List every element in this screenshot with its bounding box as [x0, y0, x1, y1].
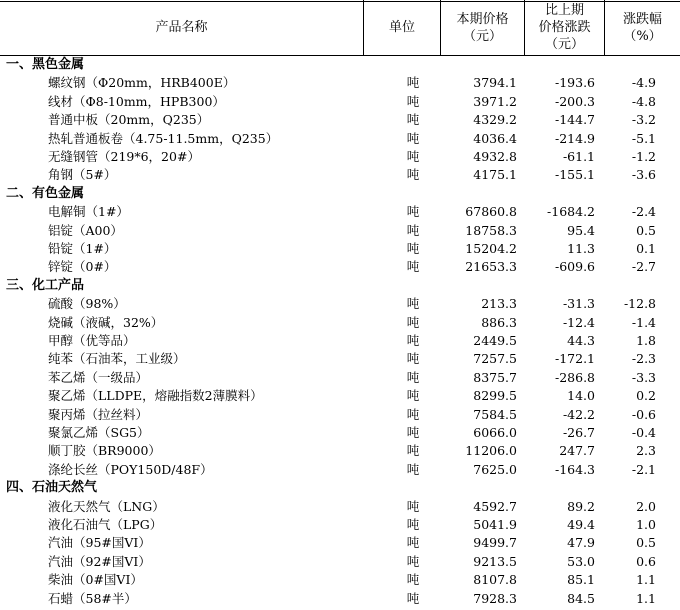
header-change-percent-unit: （%）: [623, 28, 662, 44]
product-name: 涤纶长丝（POY150D/48F）: [48, 461, 213, 477]
product-name: 硫酸（98%）: [48, 296, 126, 312]
table-row: [0, 424, 680, 442]
table-row: [0, 148, 680, 166]
percent-cell: 0.2: [636, 388, 656, 404]
header-current-price-unit: （元）: [462, 28, 502, 44]
change-cell: -193.6: [554, 75, 595, 91]
unit-cell: 吨: [406, 314, 420, 330]
price-cell: 9499.7: [473, 535, 517, 551]
price-cell: 18758.3: [465, 222, 517, 238]
table-row: [0, 166, 680, 184]
unit-cell: 吨: [406, 535, 420, 551]
percent-cell: -4.9: [631, 75, 656, 91]
change-cell: 44.3: [567, 333, 595, 348]
change-cell: 95.4: [567, 222, 595, 238]
table-row: [0, 571, 680, 589]
price-cell: 8299.5: [473, 388, 517, 404]
product-name: 聚乙烯（LLDPE，熔融指数2薄膜料）: [48, 388, 263, 404]
change-cell: -164.3: [554, 461, 595, 477]
unit-cell: 吨: [406, 425, 420, 440]
price-cell: 886.3: [481, 314, 517, 330]
change-cell: 89.2: [567, 498, 595, 514]
product-name: 铅锭（1#）: [48, 241, 117, 256]
change-cell: 85.1: [567, 572, 595, 588]
category-label: 二、有色金属: [6, 185, 85, 201]
percent-cell: -2.3: [631, 351, 656, 367]
price-cell: 9213.5: [473, 553, 517, 569]
table-row: [0, 498, 680, 516]
product-name: 无缝钢管（219*6，20#）: [48, 149, 200, 164]
change-cell: 49.4: [567, 517, 595, 532]
price-cell: 4175.1: [473, 167, 517, 183]
product-name: 液化天然气（LNG）: [48, 498, 165, 514]
unit-cell: 吨: [406, 130, 420, 146]
change-cell: -1684.2: [547, 204, 595, 220]
unit-cell: 吨: [406, 351, 420, 367]
table-row: [0, 332, 680, 350]
table-row: [0, 590, 680, 608]
table-row: [0, 93, 680, 111]
percent-cell: -3.2: [631, 112, 656, 128]
percent-cell: -2.4: [631, 204, 656, 220]
product-name: 螺纹钢（Φ20mm，HRB400E）: [48, 75, 236, 91]
product-name: 甲醇（优等品）: [48, 333, 136, 348]
change-cell: -286.8: [554, 369, 595, 385]
change-cell: -26.7: [562, 425, 595, 440]
category-row: [0, 56, 680, 74]
percent-cell: -4.8: [631, 93, 656, 109]
price-cell: 4932.8: [473, 149, 517, 164]
product-name: 电解铜（1#）: [48, 204, 129, 220]
unit-cell: 吨: [406, 553, 420, 569]
unit-cell: 吨: [406, 461, 420, 477]
unit-cell: 吨: [406, 222, 420, 238]
unit-cell: 吨: [406, 241, 420, 256]
product-name: 聚丙烯（拉丝料）: [48, 406, 149, 422]
price-cell: 213.3: [481, 296, 517, 312]
table-row: [0, 350, 680, 368]
price-cell: 7625.0: [473, 461, 517, 477]
header-change-percent-label: 涨跌幅: [622, 11, 662, 27]
table-row: [0, 553, 680, 571]
price-cell: 11206.0: [465, 443, 517, 459]
product-name: 石蜡（58#半）: [48, 590, 137, 606]
table-row: [0, 74, 680, 92]
change-cell: -61.1: [562, 149, 595, 164]
table-row: [0, 369, 680, 387]
product-name: 线材（Φ8-10mm，HPB300）: [48, 93, 225, 109]
price-cell: 67860.8: [465, 204, 517, 220]
change-cell: 53.0: [567, 553, 595, 569]
header-product-name-label: 产品名称: [155, 20, 208, 35]
price-cell: 7584.5: [473, 406, 517, 422]
unit-cell: 吨: [406, 333, 420, 348]
unit-cell: 吨: [406, 498, 420, 514]
table-row: [0, 387, 680, 405]
header-price-change-unit: （元）: [544, 37, 584, 52]
percent-cell: 2.0: [636, 498, 656, 514]
change-cell: -172.1: [554, 351, 595, 367]
price-cell: 8375.7: [473, 369, 517, 385]
price-cell: 2449.5: [473, 333, 517, 348]
product-name: 角钢（5#）: [48, 167, 117, 183]
unit-cell: 吨: [406, 167, 420, 183]
category-row: [0, 185, 680, 203]
price-cell: 15204.2: [465, 241, 517, 256]
change-cell: 11.3: [567, 241, 595, 256]
price-cell: 7257.5: [473, 351, 517, 367]
percent-cell: 0.1: [636, 241, 656, 256]
category-row: [0, 277, 680, 295]
percent-cell: 0.6: [636, 553, 656, 569]
table-row: [0, 314, 680, 332]
table-row: [0, 222, 680, 240]
unit-cell: 吨: [406, 443, 420, 459]
header-change-percent: [605, 0, 680, 55]
category-label: 一、黑色金属: [6, 57, 85, 72]
percent-cell: -0.4: [631, 425, 656, 440]
percent-cell: 1.8: [636, 333, 656, 348]
percent-cell: 1.0: [636, 517, 656, 532]
header-price-change-label-1: 比上期: [544, 3, 584, 18]
price-cell: 5041.9: [473, 517, 517, 532]
change-cell: -609.6: [554, 259, 595, 275]
percent-cell: -0.6: [631, 406, 656, 422]
product-name: 热轧普通板卷（4.75-11.5mm，Q235）: [48, 130, 279, 146]
change-cell: -42.2: [562, 406, 595, 422]
category-row: [0, 479, 680, 497]
percent-cell: 1.1: [636, 590, 656, 606]
header-current-price: [441, 0, 524, 55]
price-cell: 7928.3: [473, 590, 517, 606]
percent-cell: 2.3: [636, 443, 656, 459]
price-cell: 3971.2: [473, 93, 517, 109]
header-unit: [364, 0, 440, 55]
product-name: 锌锭（0#）: [48, 259, 117, 275]
unit-cell: 吨: [406, 388, 420, 404]
percent-cell: -5.1: [631, 130, 656, 146]
change-cell: -12.4: [562, 314, 595, 330]
change-cell: -144.7: [554, 112, 595, 128]
unit-cell: 吨: [406, 369, 420, 385]
price-cell: 3794.1: [473, 75, 517, 91]
unit-cell: 吨: [406, 112, 420, 128]
unit-cell: 吨: [406, 204, 420, 220]
percent-cell: -2.1: [631, 461, 656, 477]
header-product-name: [0, 0, 363, 55]
change-cell: 14.0: [567, 388, 595, 404]
unit-cell: 吨: [406, 296, 420, 312]
change-cell: 47.9: [567, 535, 595, 551]
price-cell: 4592.7: [473, 498, 517, 514]
product-name: 柴油（0#国VI）: [48, 572, 143, 588]
percent-cell: -12.8: [623, 296, 656, 312]
change-cell: 84.5: [567, 590, 595, 606]
change-cell: 247.7: [559, 443, 595, 459]
unit-cell: 吨: [406, 572, 420, 588]
price-cell: 4036.4: [473, 130, 517, 146]
percent-cell: 0.5: [636, 222, 656, 238]
table-row: [0, 516, 680, 534]
price-cell: 21653.3: [465, 259, 517, 275]
product-name: 普通中板（20mm，Q235）: [48, 112, 210, 128]
change-cell: -31.3: [562, 296, 595, 312]
unit-cell: 吨: [406, 149, 420, 164]
price-cell: 6066.0: [473, 425, 517, 440]
unit-cell: 吨: [406, 517, 420, 532]
header-price-change: [525, 0, 604, 55]
percent-cell: -3.6: [631, 167, 656, 183]
product-name: 汽油（95#国VI）: [48, 535, 151, 551]
change-cell: -155.1: [554, 167, 595, 183]
change-cell: -200.3: [554, 93, 595, 109]
unit-cell: 吨: [406, 75, 420, 91]
unit-cell: 吨: [406, 590, 420, 606]
product-name: 汽油（92#国VI）: [48, 553, 151, 569]
percent-cell: -1.4: [631, 314, 656, 330]
table-row: [0, 258, 680, 276]
table-row: [0, 461, 680, 479]
product-name: 纯苯（石油苯，工业级）: [48, 351, 186, 367]
table-row: [0, 534, 680, 552]
percent-cell: -1.2: [631, 149, 656, 164]
price-cell: 4329.2: [473, 112, 517, 128]
percent-cell: 1.1: [636, 572, 656, 588]
table-row: [0, 406, 680, 424]
table-row: [0, 130, 680, 148]
table-row: [0, 240, 680, 258]
unit-cell: 吨: [406, 93, 420, 109]
product-name: 烧碱（液碱，32%）: [48, 314, 164, 330]
header-unit-label: 单位: [388, 20, 415, 35]
percent-cell: 0.5: [636, 535, 656, 551]
unit-cell: 吨: [406, 406, 420, 422]
table-row: [0, 203, 680, 221]
table-row: [0, 295, 680, 313]
price-cell: 8107.8: [473, 572, 517, 588]
category-label: 四、石油天然气: [6, 480, 98, 496]
product-name: 苯乙烯（一级品）: [48, 369, 149, 385]
product-name: 聚氯乙烯（SG5）: [48, 425, 150, 440]
table-row: [0, 442, 680, 460]
header-price-change-label-2: 价格涨跌: [538, 20, 591, 35]
product-name: 液化石油气（LPG）: [48, 517, 163, 532]
unit-cell: 吨: [406, 259, 420, 275]
percent-cell: -2.7: [631, 259, 656, 275]
table-row: [0, 111, 680, 129]
header-current-price-label: 本期价格: [456, 11, 509, 27]
percent-cell: -3.3: [631, 369, 656, 385]
category-label: 三、化工产品: [6, 277, 85, 293]
change-cell: -214.9: [554, 130, 595, 146]
product-name: 顺丁胶（BR9000）: [48, 443, 161, 459]
product-name: 铝锭（A00）: [48, 222, 123, 238]
